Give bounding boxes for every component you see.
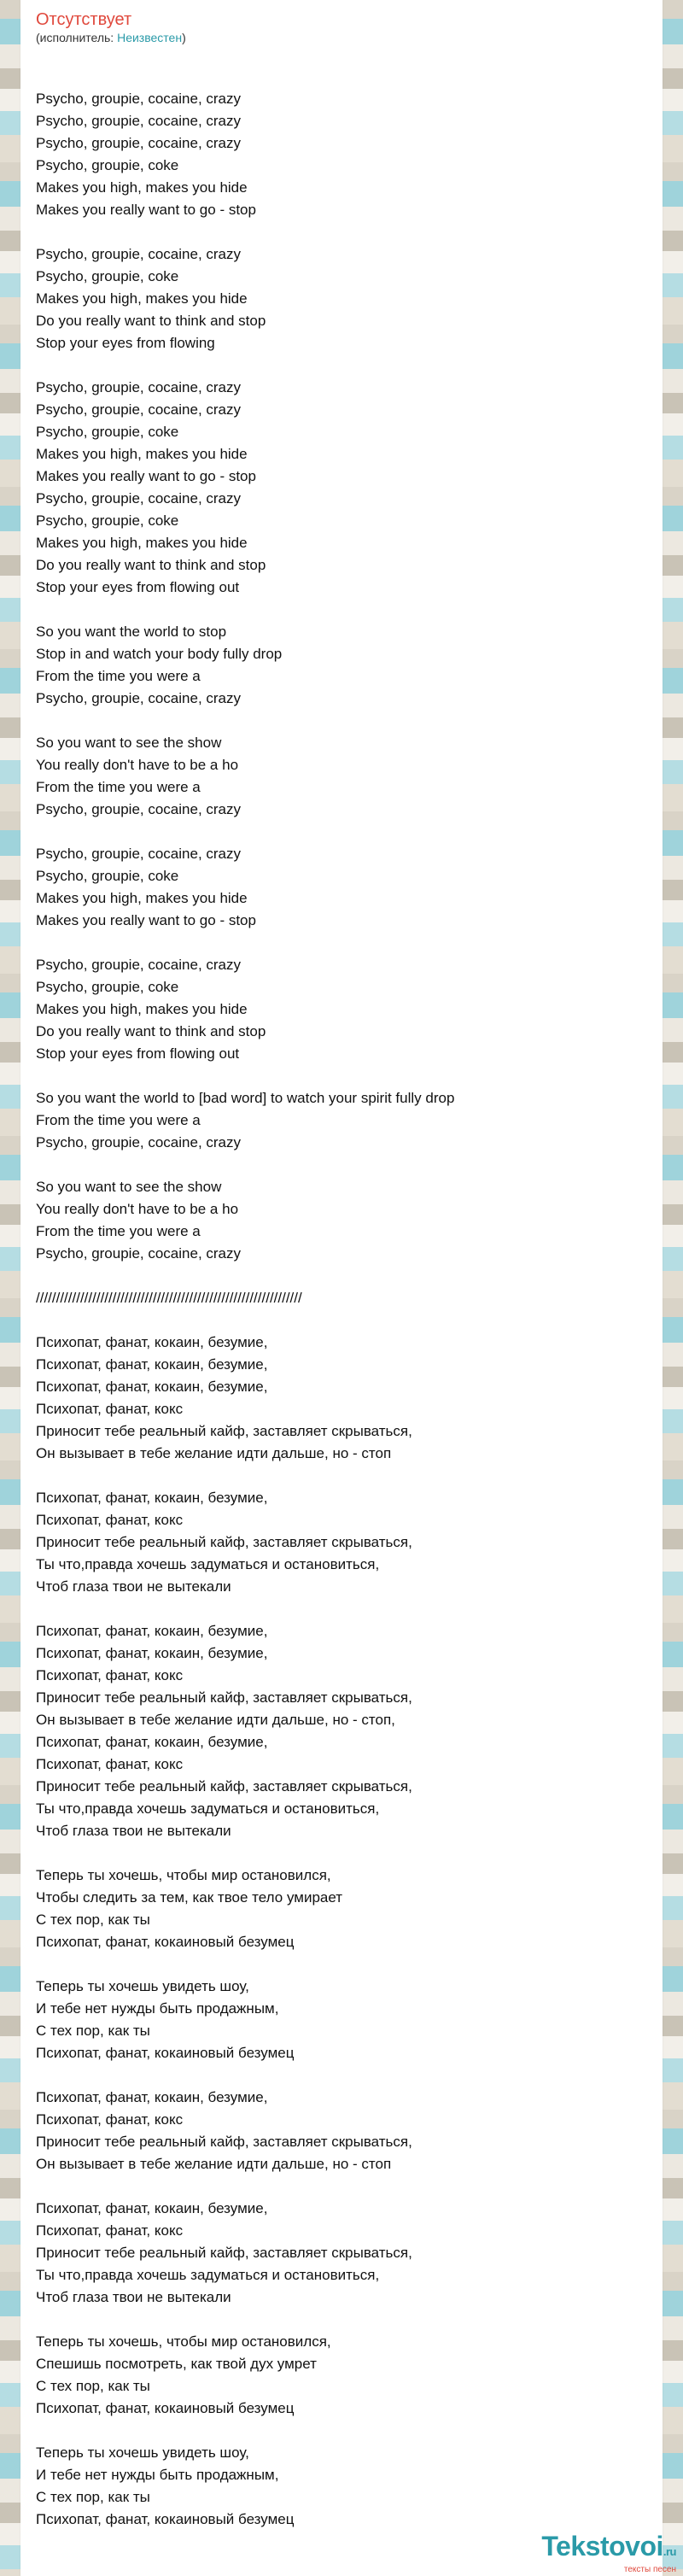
artist-line — [36, 31, 186, 44]
lyrics-text: Psycho, groupie, cocaine, crazy Psycho, groupie, cocaine, crazy Psycho, groupie, cocaine, crazy Psycho, groupie, coke Makes you high, makes you hide Makes you really want to go - stop Psycho, groupie, cocaine, crazy Psycho, groupie, coke Makes you high, makes you hide Do you really want to think and stop Stop your eyes from flowing Psycho, groupie, cocaine, crazy Psycho, groupie, cocaine, crazy Psycho, groupie, coke Makes you high, makes you hide Makes you really want to go - stop Psycho, groupie, cocaine, crazy Psycho, groupie, coke Makes you high, makes you hide Do you really want to think and stop Stop your eyes from flowing out So you want the world to stop Stop in and watch your body fully drop From the time you were a Psycho, groupie, cocaine, crazy So you want to see the show You really don't have to be a ho From the time you were a Psycho, groupie, cocaine, crazy Psycho, groupie, cocaine, crazy Psycho, groupie, coke Makes you high, makes you hide Makes you really want to go - stop Psycho, groupie, cocaine, crazy Psycho, groupie, coke Makes you high, makes you hide Do you really want to think and stop Stop your eyes from flowing out So you want the world to [bad word] to watch your spirit fully drop From the time you were a Psycho, groupie, cocaine, crazy So you want to see the show You really don't have to be a ho From the time you were a Psycho, groupie, cocaine, crazy ////////////////////////////////////////////////////////////////// Психопат, фанат, кокаин, безумие, Психопат, фанат, кокаин, безумие, Психопат, фанат, кокаин, безумие, Психопат, фанат, кокс Приносит тебе реальный кайф, заставляет скрываться, Он вызывает в тебе желание идти дальше, но - стоп Психопат, фанат, кокаин, безумие, Психопат, фанат, кокс Приносит тебе реальный кайф, заставляет скрываться, Ты что,правда хочешь задуматься и остановиться, Чтоб глаза твои не вытекали Психопат, фанат, кокаин, безумие, Психопат, фанат, кокаин, безумие, Психопат, фанат, кокс Приносит тебе реальный кайф, заставляет скрываться, Он вызывает в тебе желание идти дальше, но - стоп, Психопат, фанат, кокаин, безумие, Психопат, фанат, кокс Приносит тебе реальный кайф, заставляет скрываться, Ты что,правда хочешь задуматься и остановиться, Чтоб глаза твои не вытекали Теперь ты хочешь, чтобы мир остановился, Чтобы следить за тем, как твое тело умирает С тех пор, как ты Психопат, фанат, кокаиновый безумец Теперь ты хочешь увидеть шоу, И тебе нет нужды быть продажным, С тех пор, как ты Психопат, фанат, кокаиновый безумец Психопат, фанат, кокаин, безумие, Психопат, фанат, кокс Приносит тебе реальный кайф, заставляет скрываться, Он вызывает в тебе желание идти дальше, но - стоп Психопат, фанат, кокаин, безумие, Психопат, фанат, кокс Приносит тебе реальный кайф, заставляет скрываться, Ты что,правда хочешь задуматься и остановиться, Чтоб глаза твои не вытекали Теперь ты хочешь, чтобы мир остановился, Спешишь посмотреть, как твой дух умрет С тех пор, как ты Психопат, фанат, кокаиновый безумец Теперь ты хочешь увидеть шоу, И тебе нет нужды быть продажным, С тех пор, как ты Психопат, фанат, кокаиновый безумец — [36, 91, 455, 2527]
logo-tld: .ru — [663, 2545, 676, 2558]
lyrics-page — [20, 0, 663, 2576]
logo-brand: Tekstovoi — [541, 2531, 663, 2561]
artist-prefix: (исполнитель: — [36, 31, 118, 44]
artist-suffix: ) — [182, 31, 186, 44]
site-logo[interactable] — [541, 2532, 676, 2574]
song-title: Отсутствует — [36, 10, 132, 29]
logo-tagline: тексты песен — [623, 2565, 676, 2574]
artist-link[interactable]: Неизвестен — [117, 31, 183, 44]
logo-wordmark — [541, 2532, 676, 2567]
